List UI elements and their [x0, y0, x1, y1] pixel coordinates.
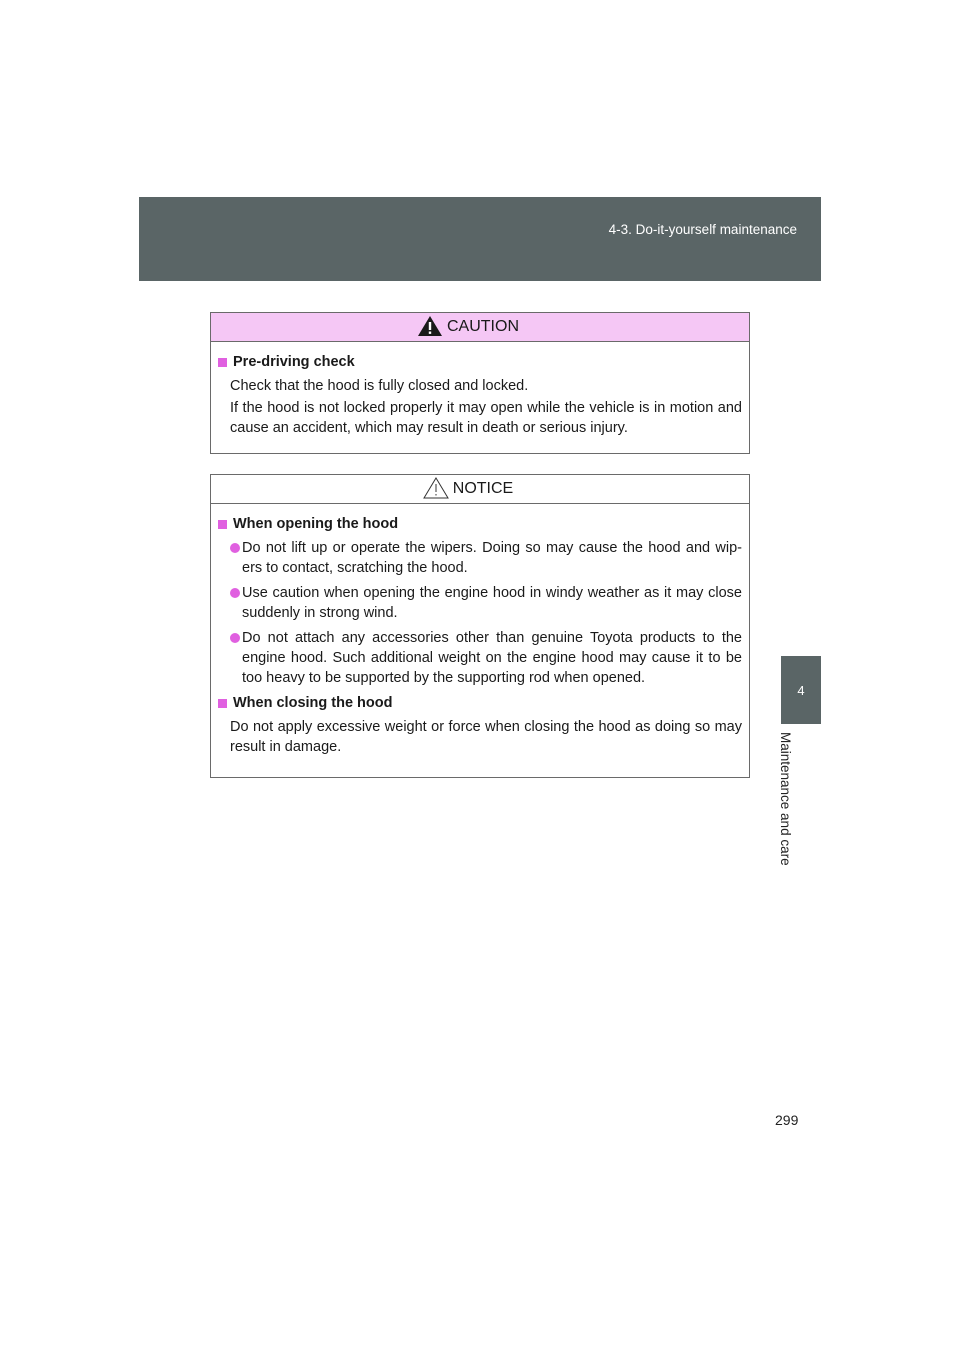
- notice-heading-2-text: When closing the hood: [233, 695, 393, 711]
- warning-triangle-filled-icon: [417, 314, 443, 338]
- list-item: [230, 538, 742, 578]
- caution-heading-text: Pre-driving check: [233, 354, 355, 370]
- list-item: [230, 628, 742, 688]
- notice-header: [211, 475, 749, 504]
- section-title: 4-3. Do-it-yourself maintenance: [608, 222, 797, 237]
- warning-triangle-outline-icon: [423, 476, 449, 500]
- list-item: [230, 583, 742, 623]
- chapter-number: 4: [797, 682, 805, 698]
- caution-text-1: Check that the hood is fully closed and locked.: [230, 378, 529, 394]
- list-item-text: Do not lift up or operate the wipers. Doing so may cause the hood and wip-ers to contact, scratching the hood.: [242, 540, 742, 576]
- notice-text-2: Do not apply excessive weight or force when closing the hood as doing so may result in damage.: [230, 719, 742, 755]
- caution-text-2: If the hood is not locked properly it may open while the vehicle is in motion and cause an accident, which may result in death or serious injury.: [230, 400, 742, 436]
- notice-heading-1-text: When opening the hood: [233, 516, 399, 532]
- chapter-title: Maintenance and care: [778, 732, 793, 866]
- caution-heading: [218, 352, 742, 372]
- notice-box: [210, 474, 750, 778]
- chapter-tab[interactable]: [781, 656, 821, 724]
- square-bullet-icon: [218, 520, 227, 529]
- caution-title: CAUTION: [447, 318, 519, 335]
- notice-heading-2: [218, 693, 742, 713]
- round-bullet-icon: [230, 543, 240, 553]
- square-bullet-icon: [218, 358, 227, 367]
- header-band: [139, 197, 821, 281]
- round-bullet-icon: [230, 633, 240, 643]
- page-number: 299: [775, 1112, 799, 1128]
- notice-heading-1: [218, 514, 742, 534]
- list-item-text: Use caution when opening the engine hood in windy weather as it may close suddenly in strong wind.: [242, 585, 742, 621]
- round-bullet-icon: [230, 588, 240, 598]
- caution-header: [211, 313, 749, 342]
- list-item-text: Do not attach any accessories other than genuine Toyota products to the engine hood. Such additional weight on the engine hood may cause it to be too heavy to be supported by the supporting rod when opened.: [242, 630, 742, 686]
- notice-title: NOTICE: [452, 480, 514, 497]
- square-bullet-icon: [218, 699, 227, 708]
- caution-box: [210, 312, 750, 454]
